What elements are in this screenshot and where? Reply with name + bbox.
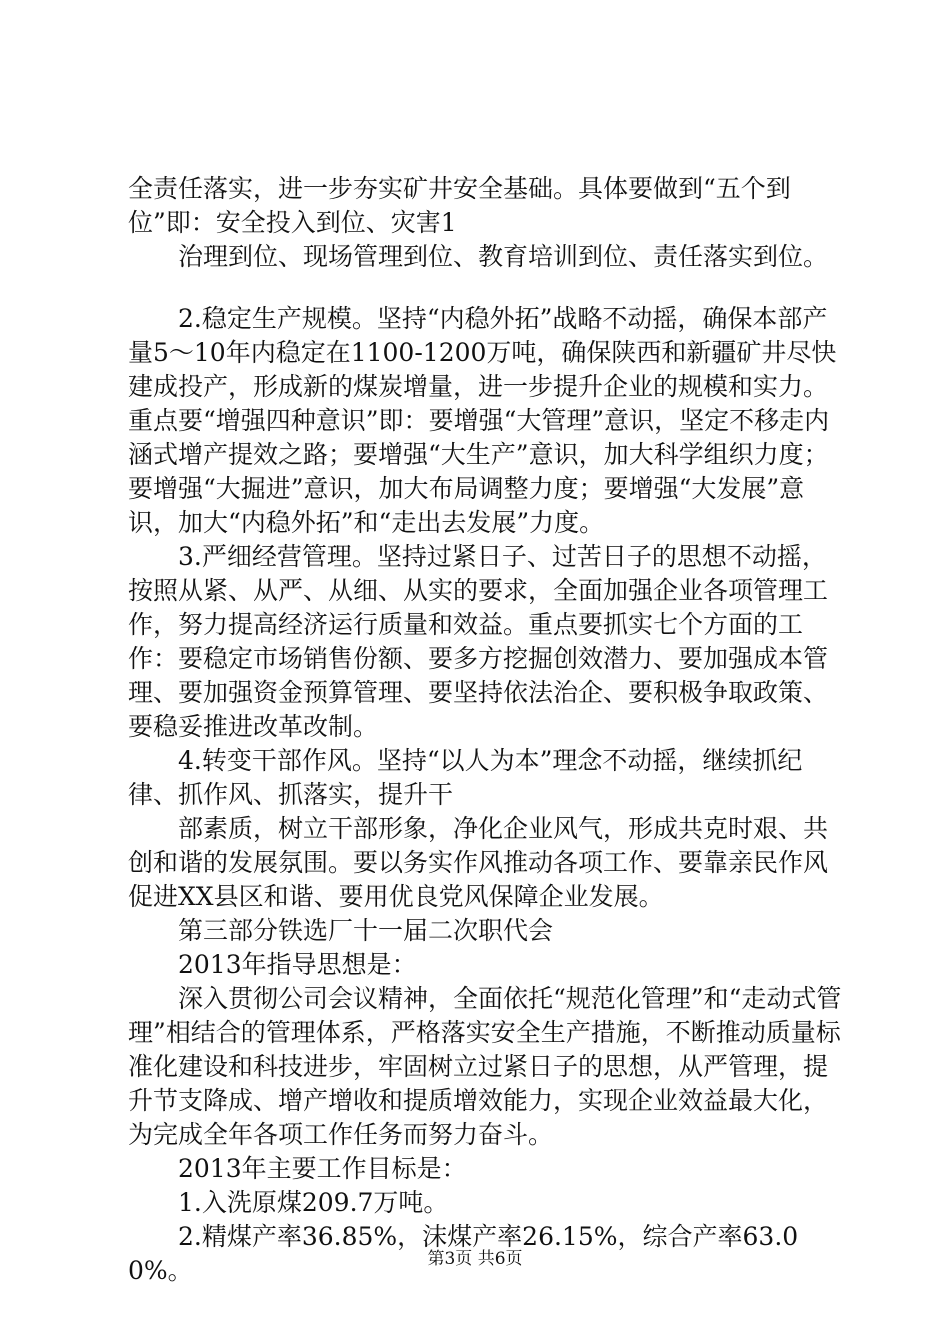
paragraph-10: 2013年主要工作目标是： (178, 1154, 467, 1183)
paragraph-gap (128, 274, 844, 302)
paragraph-3: 2.稳定生产规模。坚持“内稳外拓”战略不动摇，确保本部产量5～10年内稳定在1100-1200万吨，确保陕西和新疆矿井尽快建成投产，形成新的煤炭增量，进一步提升企业的规模和实力。重点要“增强四种意识”即：要增强“大管理”意识，坚定不移走内涵式增产提效之路；要增强“大生产”意识，加大科学组织力度；要增强“大掘进”意识，加大布局调整力度；要增强“大发展”意识，加大“内稳外拓”和“走出去发展”力度。 (128, 304, 837, 537)
section-heading: 第三部分铁选厂十一届二次职代会 (178, 916, 554, 945)
paragraph-6: 部素质，树立干部形象，净化企业风气，形成共克时艰、共创和谐的发展氛围。要以务实作风推动各项工作、要靠亲民作风促进XX县区和谐、要用优良党风保障企业发展。 (128, 814, 829, 911)
paragraph-4: 3.严细经营管理。坚持过紧日子、过苦日子的思想不动摇，按照从紧、从严、从细、从实的要求，全面加强企业各项管理工作，努力提高经济运行质量和效益。重点要抓实七个方面的工作：要稳定市场销售份额、要多方挖掘创效潜力、要加强成本管理、要加强资金预算管理、要坚持依法治企、要积极争取政策、要稳妥推进改革改制。 (128, 542, 829, 741)
paragraph-12: 2.精煤产率36.85%，沫煤产率26.15%，综合产率63.00%。 (128, 1222, 799, 1285)
page-number-footer: 第3页 共6页 (427, 1249, 523, 1269)
paragraph-5: 4.转变干部作风。坚持“以人为本”理念不动摇，继续抓纪律、抓作风、抓落实，提升干 (128, 746, 803, 809)
paragraph-2: 治理到位、现场管理到位、教育培训到位、责任落实到位。 (178, 242, 829, 271)
paragraph-8: 2013年指导思想是： (178, 950, 417, 979)
paragraph-11: 1.入洗原煤209.7万吨。 (178, 1188, 449, 1217)
document-body (128, 172, 844, 1288)
paragraph-1: 全责任落实，进一步夯实矿井安全基础。具体要做到“五个到位”即：安全投入到位、灾害1 (128, 174, 791, 237)
paragraph-9: 深入贯彻公司会议精神，全面依托“规范化管理”和“走动式管理”相结合的管理体系，严格落实安全生产措施，不断推动质量标准化建设和科技进步，牢固树立过紧日子的思想，从严管理，提升节支降成、增产增收和提质增效能力，实现企业效益最大化，为完成全年各项工作任务而努力奋斗。 (128, 984, 842, 1149)
